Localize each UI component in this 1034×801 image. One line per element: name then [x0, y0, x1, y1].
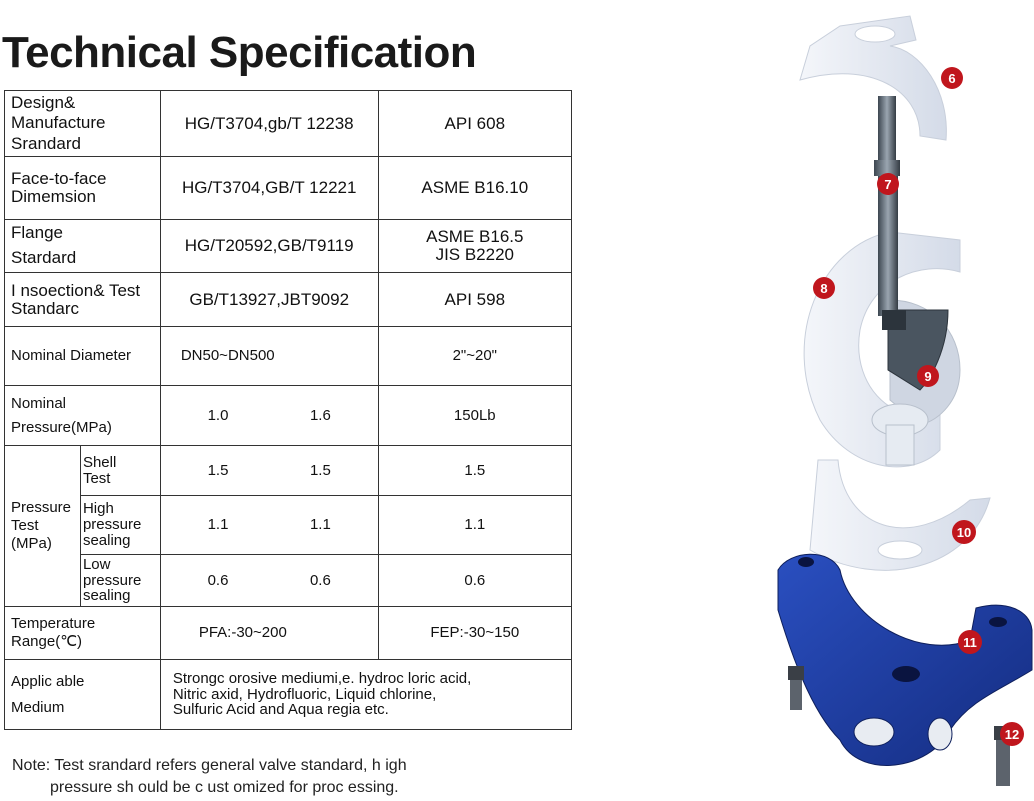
table-row	[5, 327, 572, 386]
face-gb-value: HG/T3704,GB/T 12221	[160, 157, 378, 220]
table-row	[5, 496, 572, 555]
page-title: Technical Specification	[2, 28, 477, 77]
row-label-temperature: Temperature Range(℃)	[5, 607, 161, 660]
svg-text:10: 10	[956, 525, 972, 540]
table-row	[5, 555, 572, 607]
nominal-pressure-api-value: 150Lb	[378, 386, 571, 446]
low-pressure-value-1: 0.6	[207, 571, 229, 589]
table-row	[5, 157, 572, 220]
svg-text:12: 12	[1004, 727, 1020, 742]
part-badge-6	[941, 67, 963, 89]
row-label-design: Design& Manufacture Srandard	[5, 91, 161, 157]
bolt-left	[788, 666, 804, 710]
table-row	[5, 446, 572, 496]
part-badge-10	[952, 520, 976, 544]
valve-body	[778, 554, 1032, 765]
inspection-api-value: API 598	[378, 273, 571, 327]
medium-value: Strongc orosive mediumi,e. hydroc loric acid, Nitric axid, Hydrofluoric, Liquid chlorine, Sulfuric Acid and Aqua regia etc.	[160, 660, 571, 730]
shell-test-value-1: 1.5	[207, 461, 229, 479]
row-label-nominal-pressure: Nominal Pressure(MPa)	[5, 386, 161, 446]
inspection-gb-value: GB/T13927,JBT9092	[160, 273, 378, 327]
temperature-gb-value: PFA:-30~200	[160, 607, 378, 660]
part-badge-9	[917, 365, 939, 387]
upper-liner	[800, 16, 946, 140]
svg-text:11: 11	[963, 635, 977, 650]
sublabel-low-pressure: Low pressure sealing	[80, 555, 160, 607]
low-pressure-value-2: 0.6	[309, 571, 331, 589]
design-gb-value: HG/T3704,gb/T 12238	[160, 91, 378, 157]
lower-liner	[810, 460, 990, 570]
shell-test-value-2: 1.5	[309, 461, 331, 479]
svg-text:6: 6	[948, 71, 956, 86]
nominal-diameter-gb-value: DN50~DN500	[160, 327, 378, 386]
row-label-pressure-test: Pressure Test (MPa)	[5, 446, 81, 607]
row-label-flange: Flange Stardard	[5, 220, 161, 273]
part-badge-11	[958, 630, 982, 654]
valve-exploded-view	[770, 10, 1034, 800]
svg-text:8: 8	[820, 281, 828, 296]
table-row	[5, 386, 572, 446]
svg-text:9: 9	[924, 369, 932, 384]
table-row	[5, 660, 572, 730]
spec-table	[4, 90, 572, 730]
table-row	[5, 220, 572, 273]
part-badge-12	[1000, 722, 1024, 746]
note-line-1: Note: Test srandard refers general valve standard, h igh	[12, 757, 407, 774]
high-pressure-value-2: 1.1	[309, 516, 331, 534]
high-pressure-value-1: 1.1	[207, 516, 229, 534]
note-line-2: pressure sh ould be c ust omized for proc essing.	[50, 779, 399, 796]
part-badge-7	[877, 173, 899, 195]
table-row	[5, 607, 572, 660]
sublabel-shell-test: Shell Test	[80, 446, 160, 496]
table-row	[5, 273, 572, 327]
flange-gb-value: HG/T20592,GB/T9119	[160, 220, 378, 273]
high-pressure-api-value: 1.1	[378, 496, 571, 555]
valve-stem	[874, 96, 906, 330]
part-badge-8	[813, 277, 835, 299]
flange-api-value: ASME B16.5 JIS B2220	[378, 220, 571, 273]
svg-text:7: 7	[884, 177, 892, 192]
note-text	[12, 755, 407, 799]
low-pressure-gb-values	[160, 555, 378, 607]
nominal-diameter-api-value: 2"~20"	[378, 327, 571, 386]
row-label-nominal-diameter: Nominal Diameter	[5, 327, 161, 386]
temperature-api-value: FEP:-30~150	[378, 607, 571, 660]
face-api-value: ASME B16.10	[378, 157, 571, 220]
design-api-value: API 608	[378, 91, 571, 157]
shell-test-api-value: 1.5	[378, 446, 571, 496]
row-label-inspection: I nsoection& Test Standarc	[5, 273, 161, 327]
row-label-medium: Applic able Medium	[5, 660, 161, 730]
shell-test-gb-values	[160, 446, 378, 496]
row-label-face: Face-to-face Dimemsion	[5, 157, 161, 220]
low-pressure-api-value: 0.6	[378, 555, 571, 607]
high-pressure-gb-values	[160, 496, 378, 555]
nominal-pressure-value-2: 1.6	[309, 406, 331, 424]
nominal-pressure-value-1: 1.0	[207, 406, 229, 424]
nominal-pressure-gb-values	[160, 386, 378, 446]
table-row	[5, 91, 572, 157]
sublabel-high-pressure: High pressure sealing	[80, 496, 160, 555]
